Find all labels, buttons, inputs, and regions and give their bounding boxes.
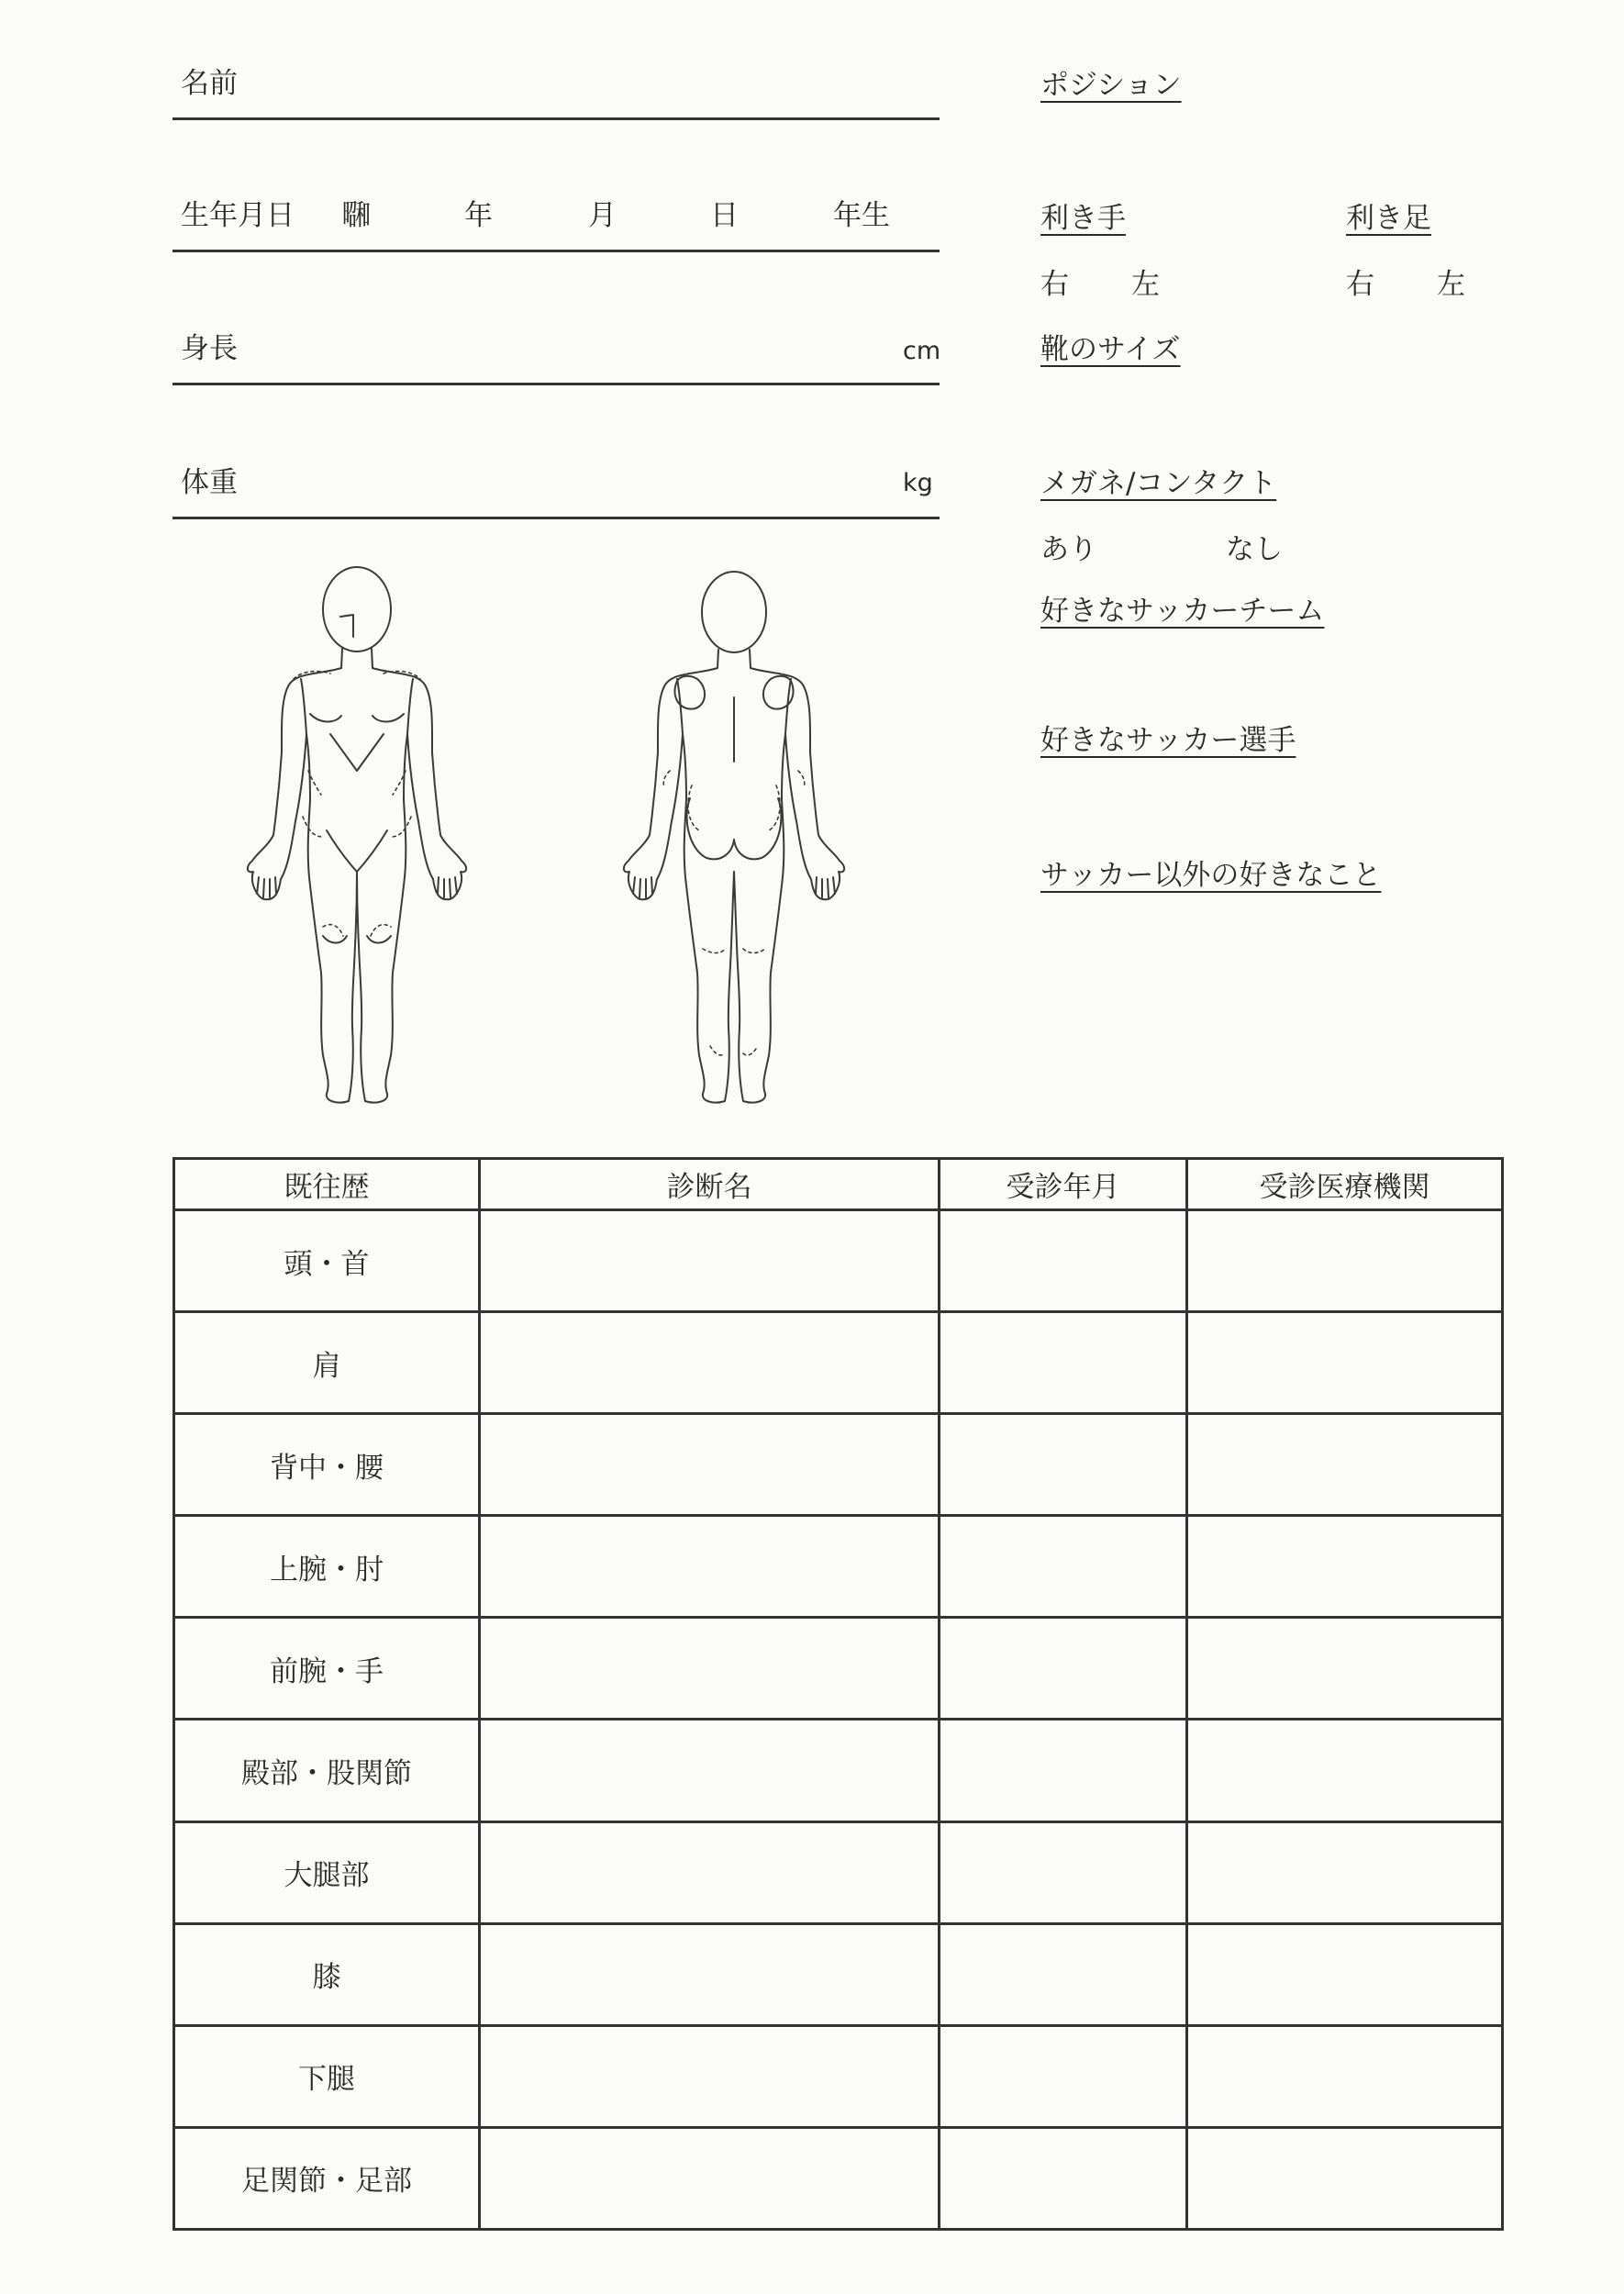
birthdate-yearborn-label: 年生 — [833, 199, 890, 232]
visit-date-cell[interactable] — [940, 1516, 1187, 1618]
visit-date-cell[interactable] — [940, 1414, 1187, 1516]
position-label: ポジション — [1040, 69, 1182, 102]
table-row — [174, 2025, 1503, 2127]
row-body-part: 大腿部 — [174, 1821, 480, 1923]
glasses-yes-option[interactable]: あり — [1040, 533, 1097, 566]
glasses-contacts-label: メガネ/コンタクト — [1040, 467, 1277, 500]
favorite-player-label: 好きなサッカー選手 — [1040, 724, 1296, 757]
shoe-size-label: 靴のサイズ — [1040, 333, 1181, 366]
header-history: 既往歴 — [174, 1159, 480, 1210]
header-visit-date: 受診年月 — [940, 1159, 1187, 1210]
birthdate-label: 生年月日 — [181, 199, 295, 232]
row-body-part: 膝 — [174, 1923, 480, 2025]
table-row — [174, 1720, 1503, 1821]
header-medical-institution: 受診医療機関 — [1187, 1159, 1503, 1210]
medical-institution-cell[interactable] — [1187, 1210, 1503, 1312]
row-body-part: 上腕・肘 — [174, 1516, 480, 1618]
medical-institution-cell[interactable] — [1187, 1516, 1503, 1618]
visit-date-cell[interactable] — [940, 1821, 1187, 1923]
birthdate-day-label: 日 — [710, 199, 739, 232]
dominant-foot-right-option[interactable]: 右 — [1346, 268, 1374, 301]
table-row — [174, 1312, 1503, 1414]
diagnosis-cell[interactable] — [480, 1923, 940, 2025]
weight-unit: kg — [903, 469, 933, 497]
diagnosis-cell[interactable] — [480, 1720, 940, 1821]
table-row — [174, 2127, 1503, 2229]
diagnosis-cell[interactable] — [480, 2127, 940, 2229]
diagnosis-cell[interactable] — [480, 1821, 940, 1923]
favorite-team-label: 好きなサッカーチーム — [1040, 595, 1325, 628]
visit-date-cell[interactable] — [940, 1720, 1187, 1821]
visit-date-cell[interactable] — [940, 1618, 1187, 1720]
row-body-part: 頭・首 — [174, 1210, 480, 1312]
medical-institution-cell[interactable] — [1187, 1618, 1503, 1720]
diagnosis-cell[interactable] — [480, 1414, 940, 1516]
table-row — [174, 1516, 1503, 1618]
dominant-hand-left-option[interactable]: 左 — [1131, 268, 1160, 301]
medical-institution-cell[interactable] — [1187, 1312, 1503, 1414]
diagnosis-cell[interactable] — [480, 1618, 940, 1720]
birthdate-month-label: 月 — [588, 199, 617, 232]
weight-label: 体重 — [181, 466, 238, 499]
row-body-part: 足関節・足部 — [174, 2127, 480, 2229]
diagnosis-cell[interactable] — [480, 1516, 940, 1618]
medical-history-table — [172, 1157, 1504, 2231]
visit-date-cell[interactable] — [940, 1210, 1187, 1312]
diagnosis-cell[interactable] — [480, 1210, 940, 1312]
birthdate-era: ㍼ — [342, 199, 371, 232]
header-diagnosis: 診断名 — [480, 1159, 940, 1210]
height-unit: cm — [903, 337, 941, 365]
medical-history-table-wrap — [172, 1157, 1501, 2231]
other-interests-label: サッカー以外の好きなこと — [1040, 859, 1382, 892]
visit-date-cell[interactable] — [940, 2127, 1187, 2229]
birthdate-year-label: 年 — [464, 199, 493, 232]
dominant-hand-right-option[interactable]: 右 — [1040, 268, 1069, 301]
body-diagram — [0, 0, 1624, 1138]
medical-institution-cell[interactable] — [1187, 1923, 1503, 2025]
diagnosis-cell[interactable] — [480, 2025, 940, 2127]
visit-date-cell[interactable] — [940, 1312, 1187, 1414]
medical-institution-cell[interactable] — [1187, 2127, 1503, 2229]
body-front-figure — [248, 567, 466, 1103]
table-row — [174, 1414, 1503, 1516]
row-body-part: 肩 — [174, 1312, 480, 1414]
dominant-hand-label: 利き手 — [1040, 202, 1126, 235]
diagnosis-cell[interactable] — [480, 1312, 940, 1414]
medical-institution-cell[interactable] — [1187, 1414, 1503, 1516]
medical-institution-cell[interactable] — [1187, 1720, 1503, 1821]
visit-date-cell[interactable] — [940, 2025, 1187, 2127]
table-row — [174, 1923, 1503, 2025]
glasses-no-option[interactable]: なし — [1226, 533, 1283, 566]
height-label: 身長 — [181, 332, 238, 365]
row-body-part: 背中・腰 — [174, 1414, 480, 1516]
dominant-foot-label: 利き足 — [1346, 202, 1431, 235]
medical-institution-cell[interactable] — [1187, 2025, 1503, 2127]
visit-date-cell[interactable] — [940, 1923, 1187, 2025]
name-label: 名前 — [181, 67, 238, 100]
row-body-part: 前腕・手 — [174, 1618, 480, 1720]
medical-institution-cell[interactable] — [1187, 1821, 1503, 1923]
table-row — [174, 1821, 1503, 1923]
body-back-figure — [624, 572, 844, 1103]
table-row — [174, 1618, 1503, 1720]
table-row — [174, 1210, 1503, 1312]
row-body-part: 殿部・股関節 — [174, 1720, 480, 1821]
dominant-foot-left-option[interactable]: 左 — [1437, 268, 1465, 301]
row-body-part: 下腿 — [174, 2025, 480, 2127]
